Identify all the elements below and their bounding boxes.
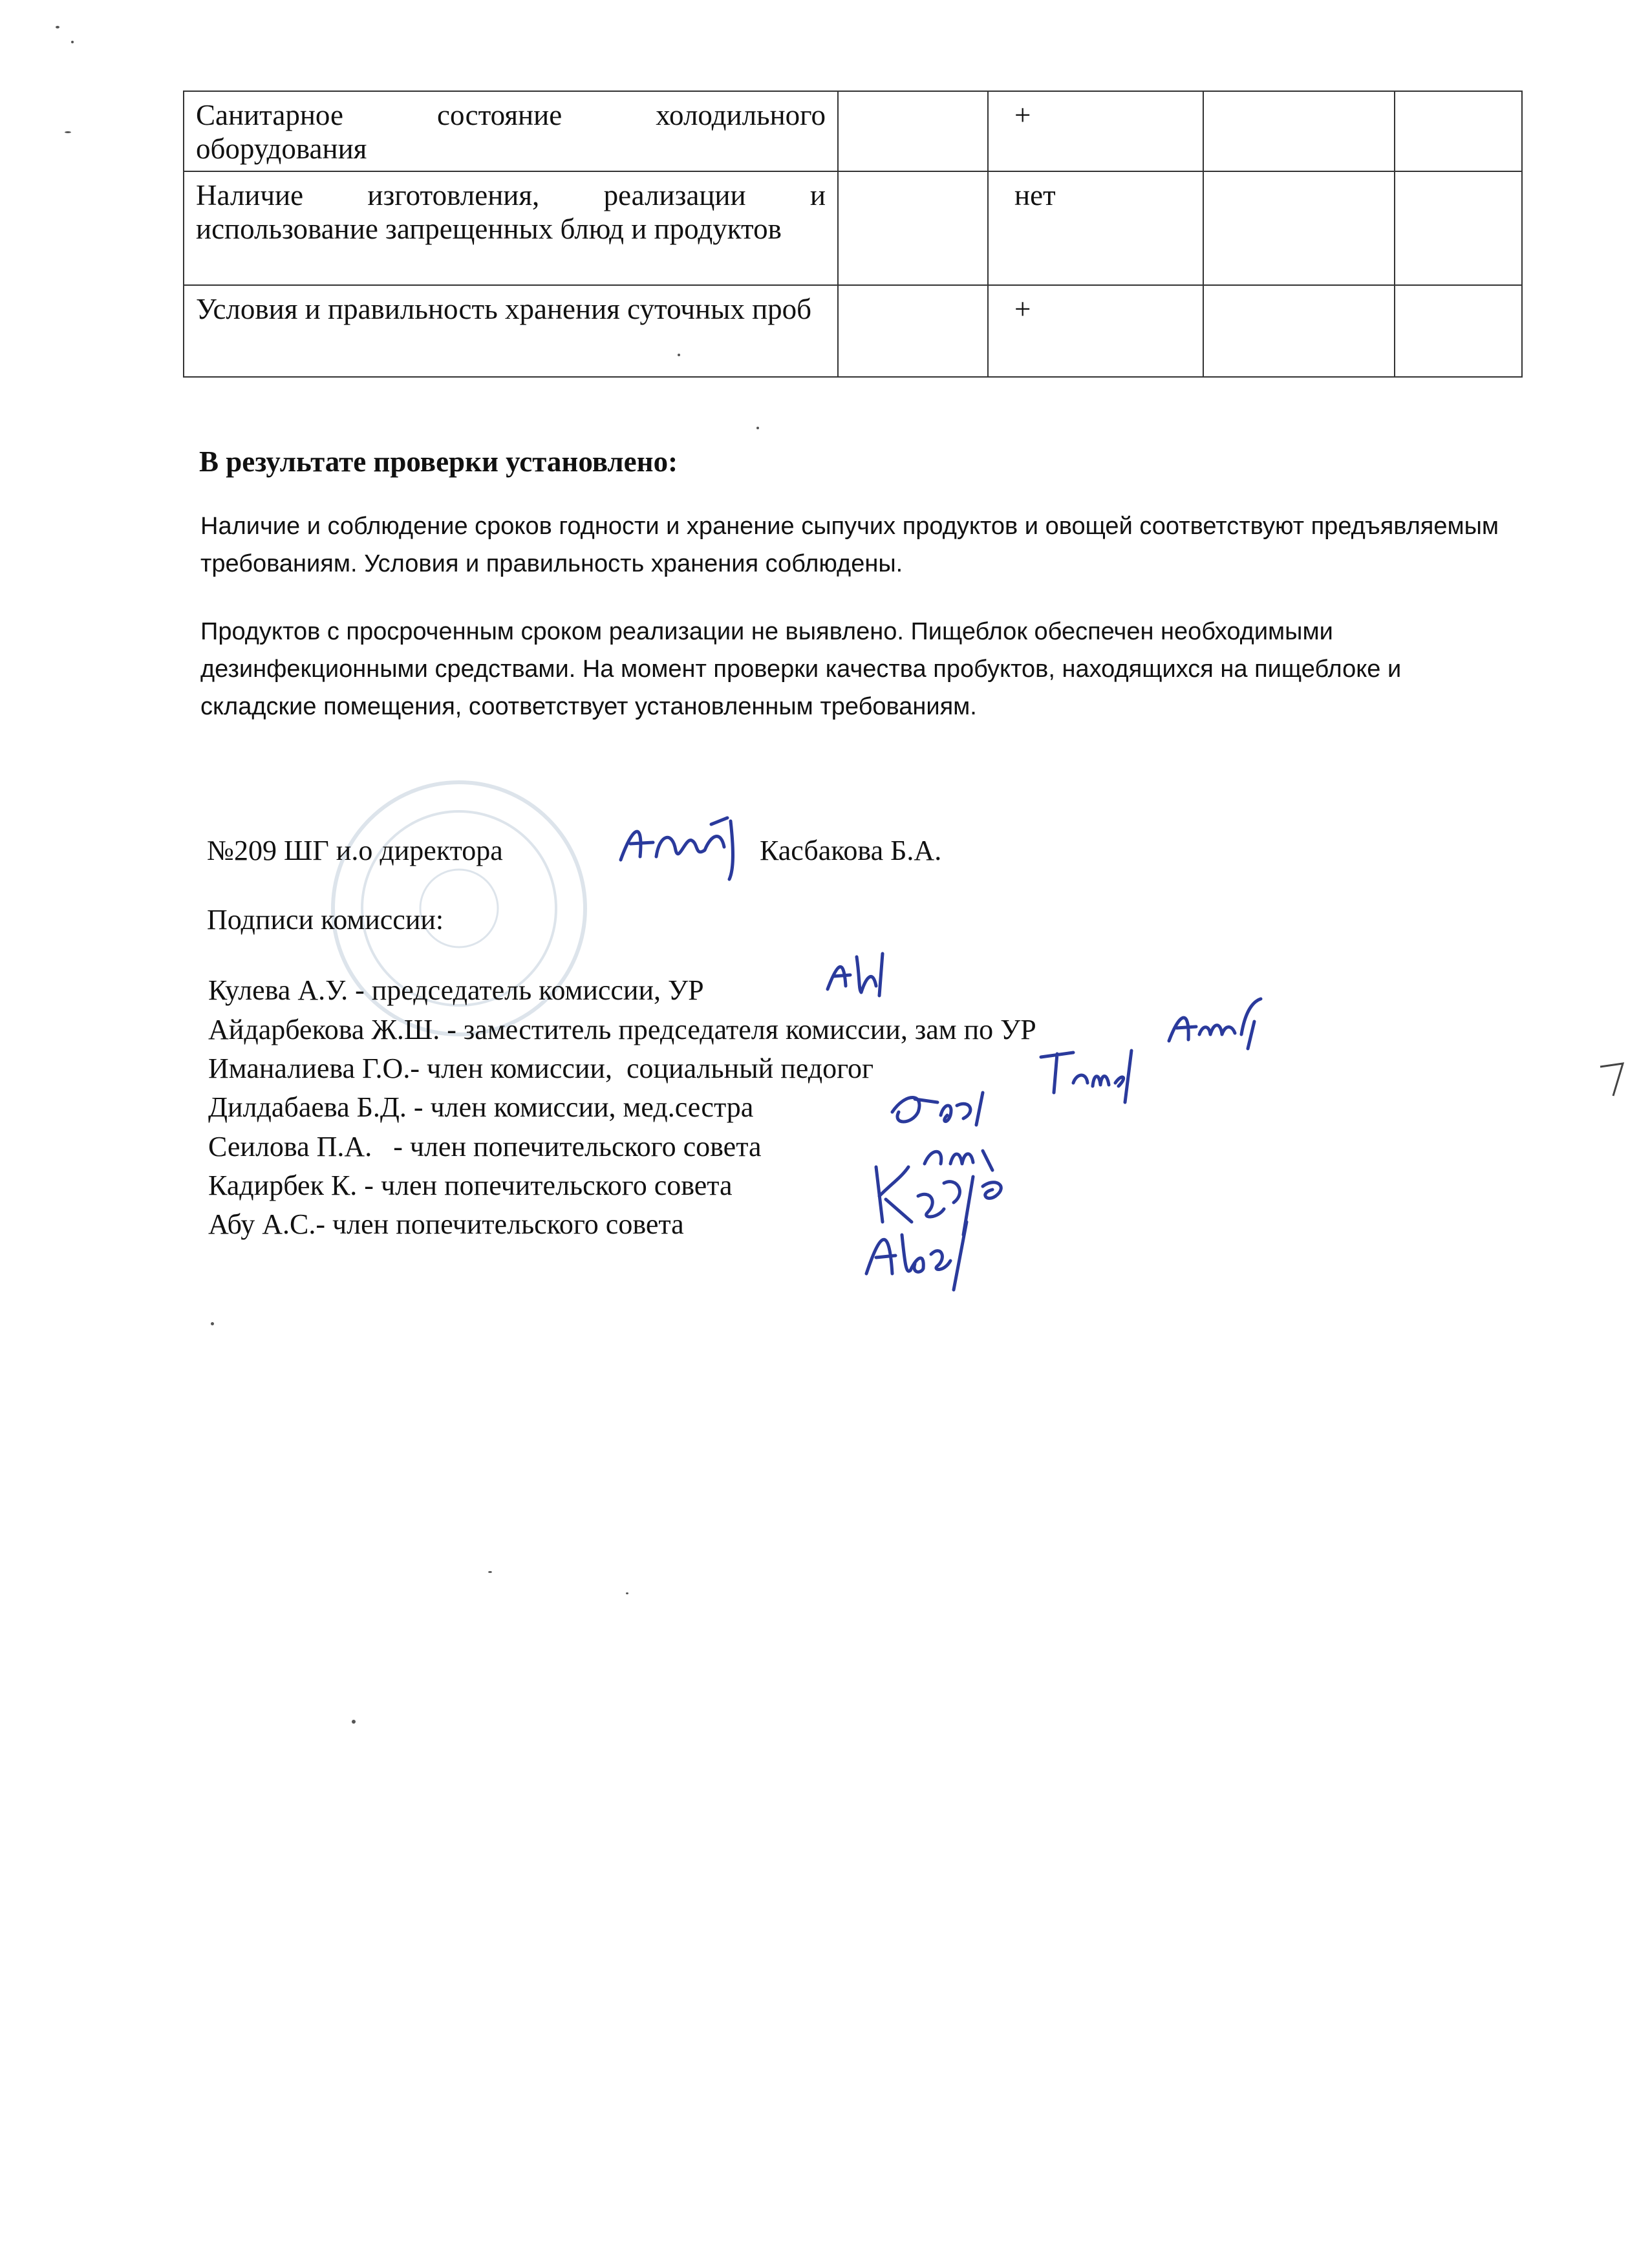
commission-member: Кадирбек К. - член попечительского совета	[208, 1170, 733, 1201]
commission-member: Абу А.С.- член попечительского совета	[208, 1208, 684, 1240]
commission-member: Иманалиева Г.О.- член комиссии, социальный педогог	[208, 1053, 874, 1084]
commission-member: Кулева А.У. - председатель комиссии, УР	[208, 974, 704, 1006]
scan-speck	[678, 354, 680, 356]
result-paragraph-1	[200, 508, 1513, 583]
empty-cell	[1395, 285, 1522, 377]
result-heading: В результате проверки установлено:	[199, 445, 678, 478]
member-signature	[1164, 996, 1267, 1051]
table-row	[184, 285, 1522, 377]
commission-title: Подписи комиссии:	[207, 904, 444, 936]
scan-speck	[352, 1720, 356, 1724]
member-signature	[1034, 1047, 1138, 1106]
empty-cell	[1203, 171, 1395, 285]
scan-speck	[488, 1571, 492, 1573]
empty-cell	[1203, 91, 1395, 171]
empty-cell	[1395, 91, 1522, 171]
mark-cell: +	[988, 285, 1203, 377]
empty-cell	[838, 91, 988, 171]
empty-cell	[1395, 171, 1522, 285]
director-label: №209 ШГ и.о директора	[207, 835, 503, 866]
mark-cell: +	[988, 91, 1203, 171]
commission-member: Дилдабаева Б.Д. - член комиссии, мед.сестра	[208, 1091, 754, 1123]
paragraph-text: Продуктов с просроченным сроком реализации не выявлено. Пищеблок обеспечен необходимыми дезинфекционными средствами. На момент проверки качества пробуктов, находящихся на пищеблоке и складские помещения, соответствует установленным требованиям.	[200, 618, 1402, 720]
mark-cell: нет	[988, 171, 1203, 285]
inspection-table	[183, 91, 1523, 378]
criterion-cell: Санитарное состояние холодильного оборудования	[184, 91, 838, 171]
criterion-cell: Наличие изготовления, реализации и использование запрещенных блюд и продуктов	[184, 171, 838, 285]
empty-cell	[1203, 285, 1395, 377]
margin-mark	[1597, 1060, 1629, 1099]
commission-member: Сеилова П.А. - член попечительского совета	[208, 1131, 762, 1162]
member-signature	[860, 1209, 976, 1293]
commission-member: Айдарбекова Ж.Ш. - заместитель председателя комиссии, зам по УР	[208, 1014, 1036, 1045]
empty-cell	[838, 285, 988, 377]
scan-speck	[211, 1322, 214, 1325]
director-name: Касбакова Б.А.	[760, 835, 942, 866]
criterion-cell: Условия и правильность хранения суточных проб	[184, 285, 838, 377]
director-signature	[614, 811, 744, 883]
scan-speck	[71, 41, 74, 43]
director-line	[207, 834, 941, 868]
scan-speck	[56, 26, 59, 28]
scan-speck	[626, 1592, 628, 1594]
table-row	[184, 91, 1522, 171]
table-row	[184, 171, 1522, 285]
member-signature	[821, 950, 899, 1002]
paragraph-text: Наличие и соблюдение сроков годности и хранение сыпучих продуктов и овощей соответствуют предъявляемым требованиям. Условия и правильность хранения соблюдены.	[200, 513, 1499, 577]
scan-speck	[756, 427, 759, 429]
scan-speck	[65, 131, 71, 133]
result-paragraph-2	[200, 613, 1513, 725]
empty-cell	[838, 171, 988, 285]
